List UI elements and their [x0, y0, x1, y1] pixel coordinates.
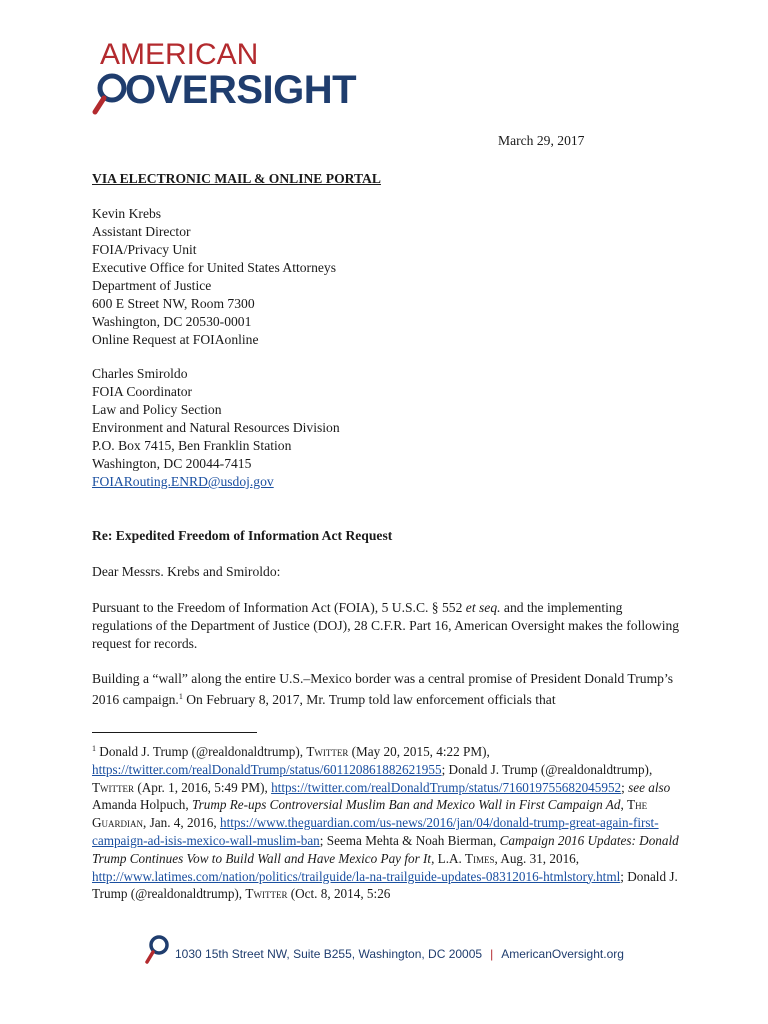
address-line: 600 E Street NW, Room 7300 [92, 296, 255, 311]
footer-website[interactable]: AmericanOversight.org [501, 947, 624, 961]
footer-separator: | [490, 947, 494, 961]
recipient-block-smiroldo [92, 365, 340, 491]
page-footer [145, 934, 665, 970]
address-line: Law and Policy Section [92, 402, 222, 417]
footnote-link[interactable]: http://www.latimes.com/nation/politics/trailguide/la-na-trailguide-updates-08312016-htmlstory.html [92, 868, 621, 884]
address-line: Washington, DC 20530-0001 [92, 314, 252, 329]
logo-line-american: AMERICAN [100, 38, 259, 71]
address-line: FOIA Coordinator [92, 384, 193, 399]
address-line: P.O. Box 7415, Ben Franklin Station [92, 438, 292, 453]
footnote-link[interactable]: https://twitter.com/realDonaldTrump/status/601120861882621955 [92, 761, 442, 777]
delivery-heading: VIA ELECTRONIC MAIL & ONLINE PORTAL [92, 171, 381, 186]
logo-line-oversight: OVERSIGHT [125, 68, 357, 112]
footnote-link[interactable]: https://twitter.com/realDonaldTrump/status/716019755682045952 [271, 779, 622, 795]
body-paragraph-1: Pursuant to the Freedom of Information Act (FOIA), 5 U.S.C. § 552 et seq. and the implementing regulations of the Department of Justice (DOJ), 28 C.F.R. Part 16, American Oversight makes the following request for records. [92, 600, 680, 651]
subject-line: Re: Expedited Freedom of Information Act Request [92, 528, 393, 543]
address-line: Department of Justice [92, 278, 212, 293]
address-line: Executive Office for United States Attorneys [92, 260, 336, 275]
magnifier-icon [145, 934, 171, 966]
footnote-divider [92, 732, 257, 733]
address-line: Washington, DC 20044-7415 [92, 456, 252, 471]
email-link[interactable]: FOIARouting.ENRD@usdoj.gov [92, 474, 274, 489]
body-paragraph-2: Building a “wall” along the entire U.S.–Mexico border was a central promise of President Donald Trump’s 2016 campaign.$^1$ On February 8, 2017, Mr. Trump told law enforcement officials that [92, 671, 674, 707]
address-line: Environment and Natural Resources Division [92, 420, 340, 435]
american-oversight-logo [92, 38, 357, 118]
footnote-1: $^1$ Donald J. Trump (@realdonaldtrump), Twitter (May 20, 2015, 4:22 PM), https://twitter.com/realDonaldTrump/status/601120861882621955; Donald J. Trump (@realdonaldtrump), Twitter (Apr. 1, 2016, 5:49 PM), https://twitter.com/realDonaldTrump/status/716019755682045952; see also Amanda Holpuch, Trump Re-ups Controversial Muslim Ban and Mexico Wall in First Campaign Ad, The Guardian, Jan. 4, 2016, https://www.theguardian.com/us-news/2016/jan/04/donald-trump-great-again-first-campaign-ad-isis-mexico-wall-muslim-ban; Seema Mehta & Noah Bierman, Campaign 2016 Updates: Donald Trump Continues Vow to Build Wall and Have Mexico Pay for It, L.A. Times, Aug. 31, 2016, http://www.latimes.com/nation/politics/trailguide/la-na-trailguide-updates-08312016-htmlstory.html; Donald J. Trump (@realdonaldtrump), Twitter (Oct. 8, 2014, 5:26 [92, 744, 679, 902]
footnote-link[interactable]: https://www.theguardian.com/us-news/2016/jan/04/donald-trump-great-again-first-campaign-ad-isis-mexico-wall-muslim-ban [92, 815, 659, 848]
address-line: Kevin Krebs [92, 206, 162, 221]
address-line: Charles Smiroldo [92, 366, 188, 381]
address-line: Assistant Director [92, 224, 191, 239]
address-line: Online Request at FOIAonline [92, 332, 259, 347]
letter-date: March 29, 2017 [498, 133, 585, 148]
footer-address: 1030 15th Street NW, Suite B255, Washington, DC 20005 [175, 947, 483, 961]
salutation: Dear Messrs. Krebs and Smiroldo: [92, 564, 281, 579]
footnote-marker[interactable]: 1 [178, 692, 183, 701]
footer-text [175, 947, 624, 961]
address-line: FOIA/Privacy Unit [92, 242, 197, 257]
recipient-block-krebs [92, 205, 336, 349]
